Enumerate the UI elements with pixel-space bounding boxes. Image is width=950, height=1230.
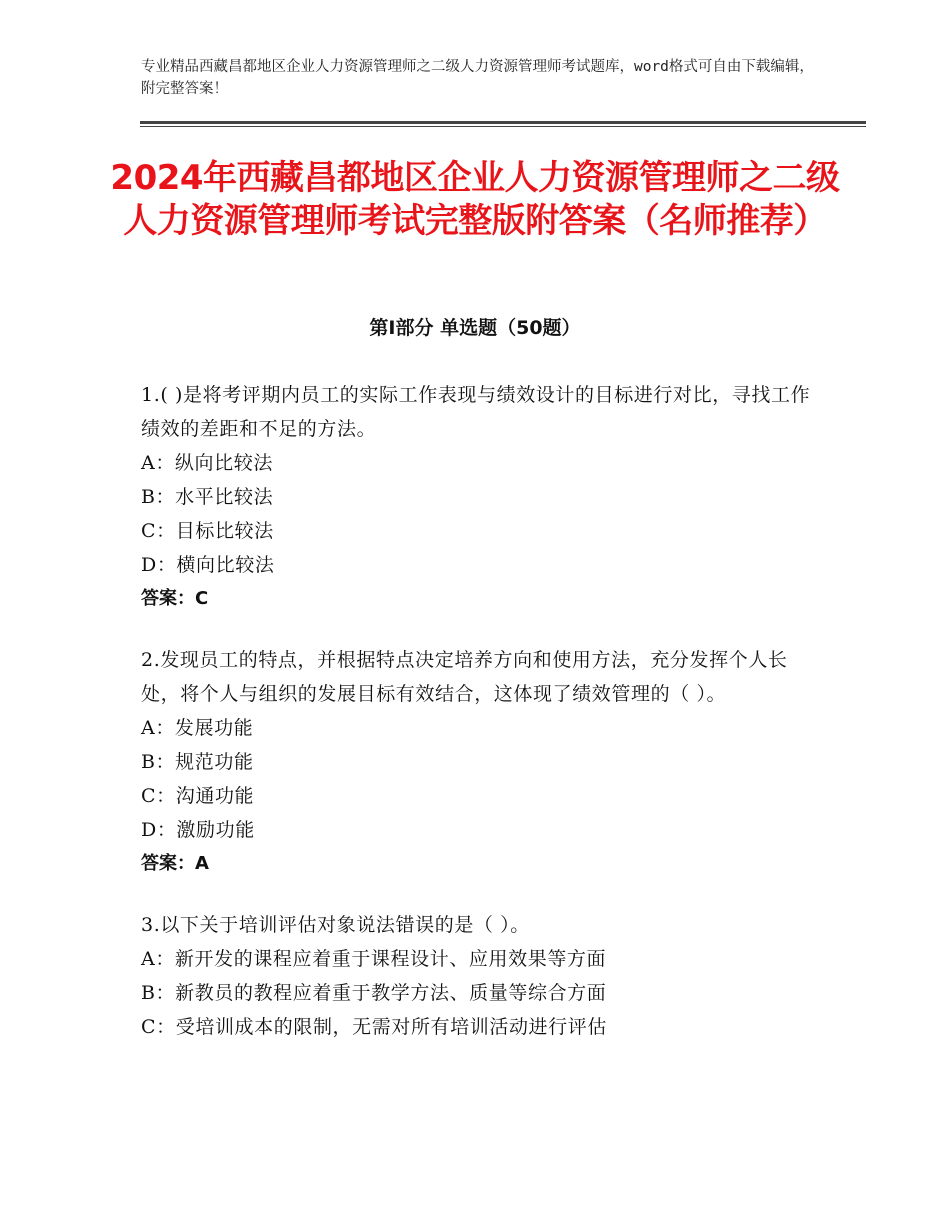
option-b: B：水平比较法 [141,486,274,508]
section-title: 第Ⅰ部分 单选题（50题） [369,317,581,339]
question-stem: 3.以下关于培训评估对象说法错误的是（ ）。 [141,914,530,936]
option-c: C：沟通功能 [141,785,255,807]
option-a: A：新开发的课程应着重于课程设计、应用效果等方面 [141,948,607,970]
question-2 [141,643,821,881]
option-c: C：目标比较法 [141,520,274,542]
option-d: D：激励功能 [141,819,255,841]
answer: 答案：C [141,588,209,609]
option-b: B：新教员的教程应着重于教学方法、质量等综合方面 [141,982,607,1004]
option-a: A：发展功能 [141,717,254,739]
header-note: 专业精品西藏昌都地区企业人力资源管理师之二级人力资源管理师考试题库，word格式可自由下载编辑，附完整答案！ [141,59,814,97]
question-list [141,378,821,1071]
question-stem: 1.( )是将考评期内员工的实际工作表现与绩效设计的目标进行对比，寻找工作绩效的差距和不足的方法。 [141,384,811,440]
header-rule-thin [140,126,866,127]
question-1 [141,378,821,616]
header-rule-thick [140,121,866,124]
document-title: 2024年西藏昌都地区企业人力资源管理师之二级人力资源管理师考试完整版附答案（名师推荐） [110,158,840,241]
option-b: B：规范功能 [141,751,254,773]
question-stem: 2.发现员工的特点，并根据特点决定培养方向和使用方法，充分发挥个人长处，将个人与组织的发展目标有效结合，这体现了绩效管理的（ ）。 [141,649,788,705]
answer: 答案：A [141,853,209,874]
option-c: C：受培训成本的限制，无需对所有培训活动进行评估 [141,1016,607,1038]
option-a: A：纵向比较法 [141,452,273,474]
option-d: D：横向比较法 [141,554,275,576]
question-3 [141,908,821,1044]
